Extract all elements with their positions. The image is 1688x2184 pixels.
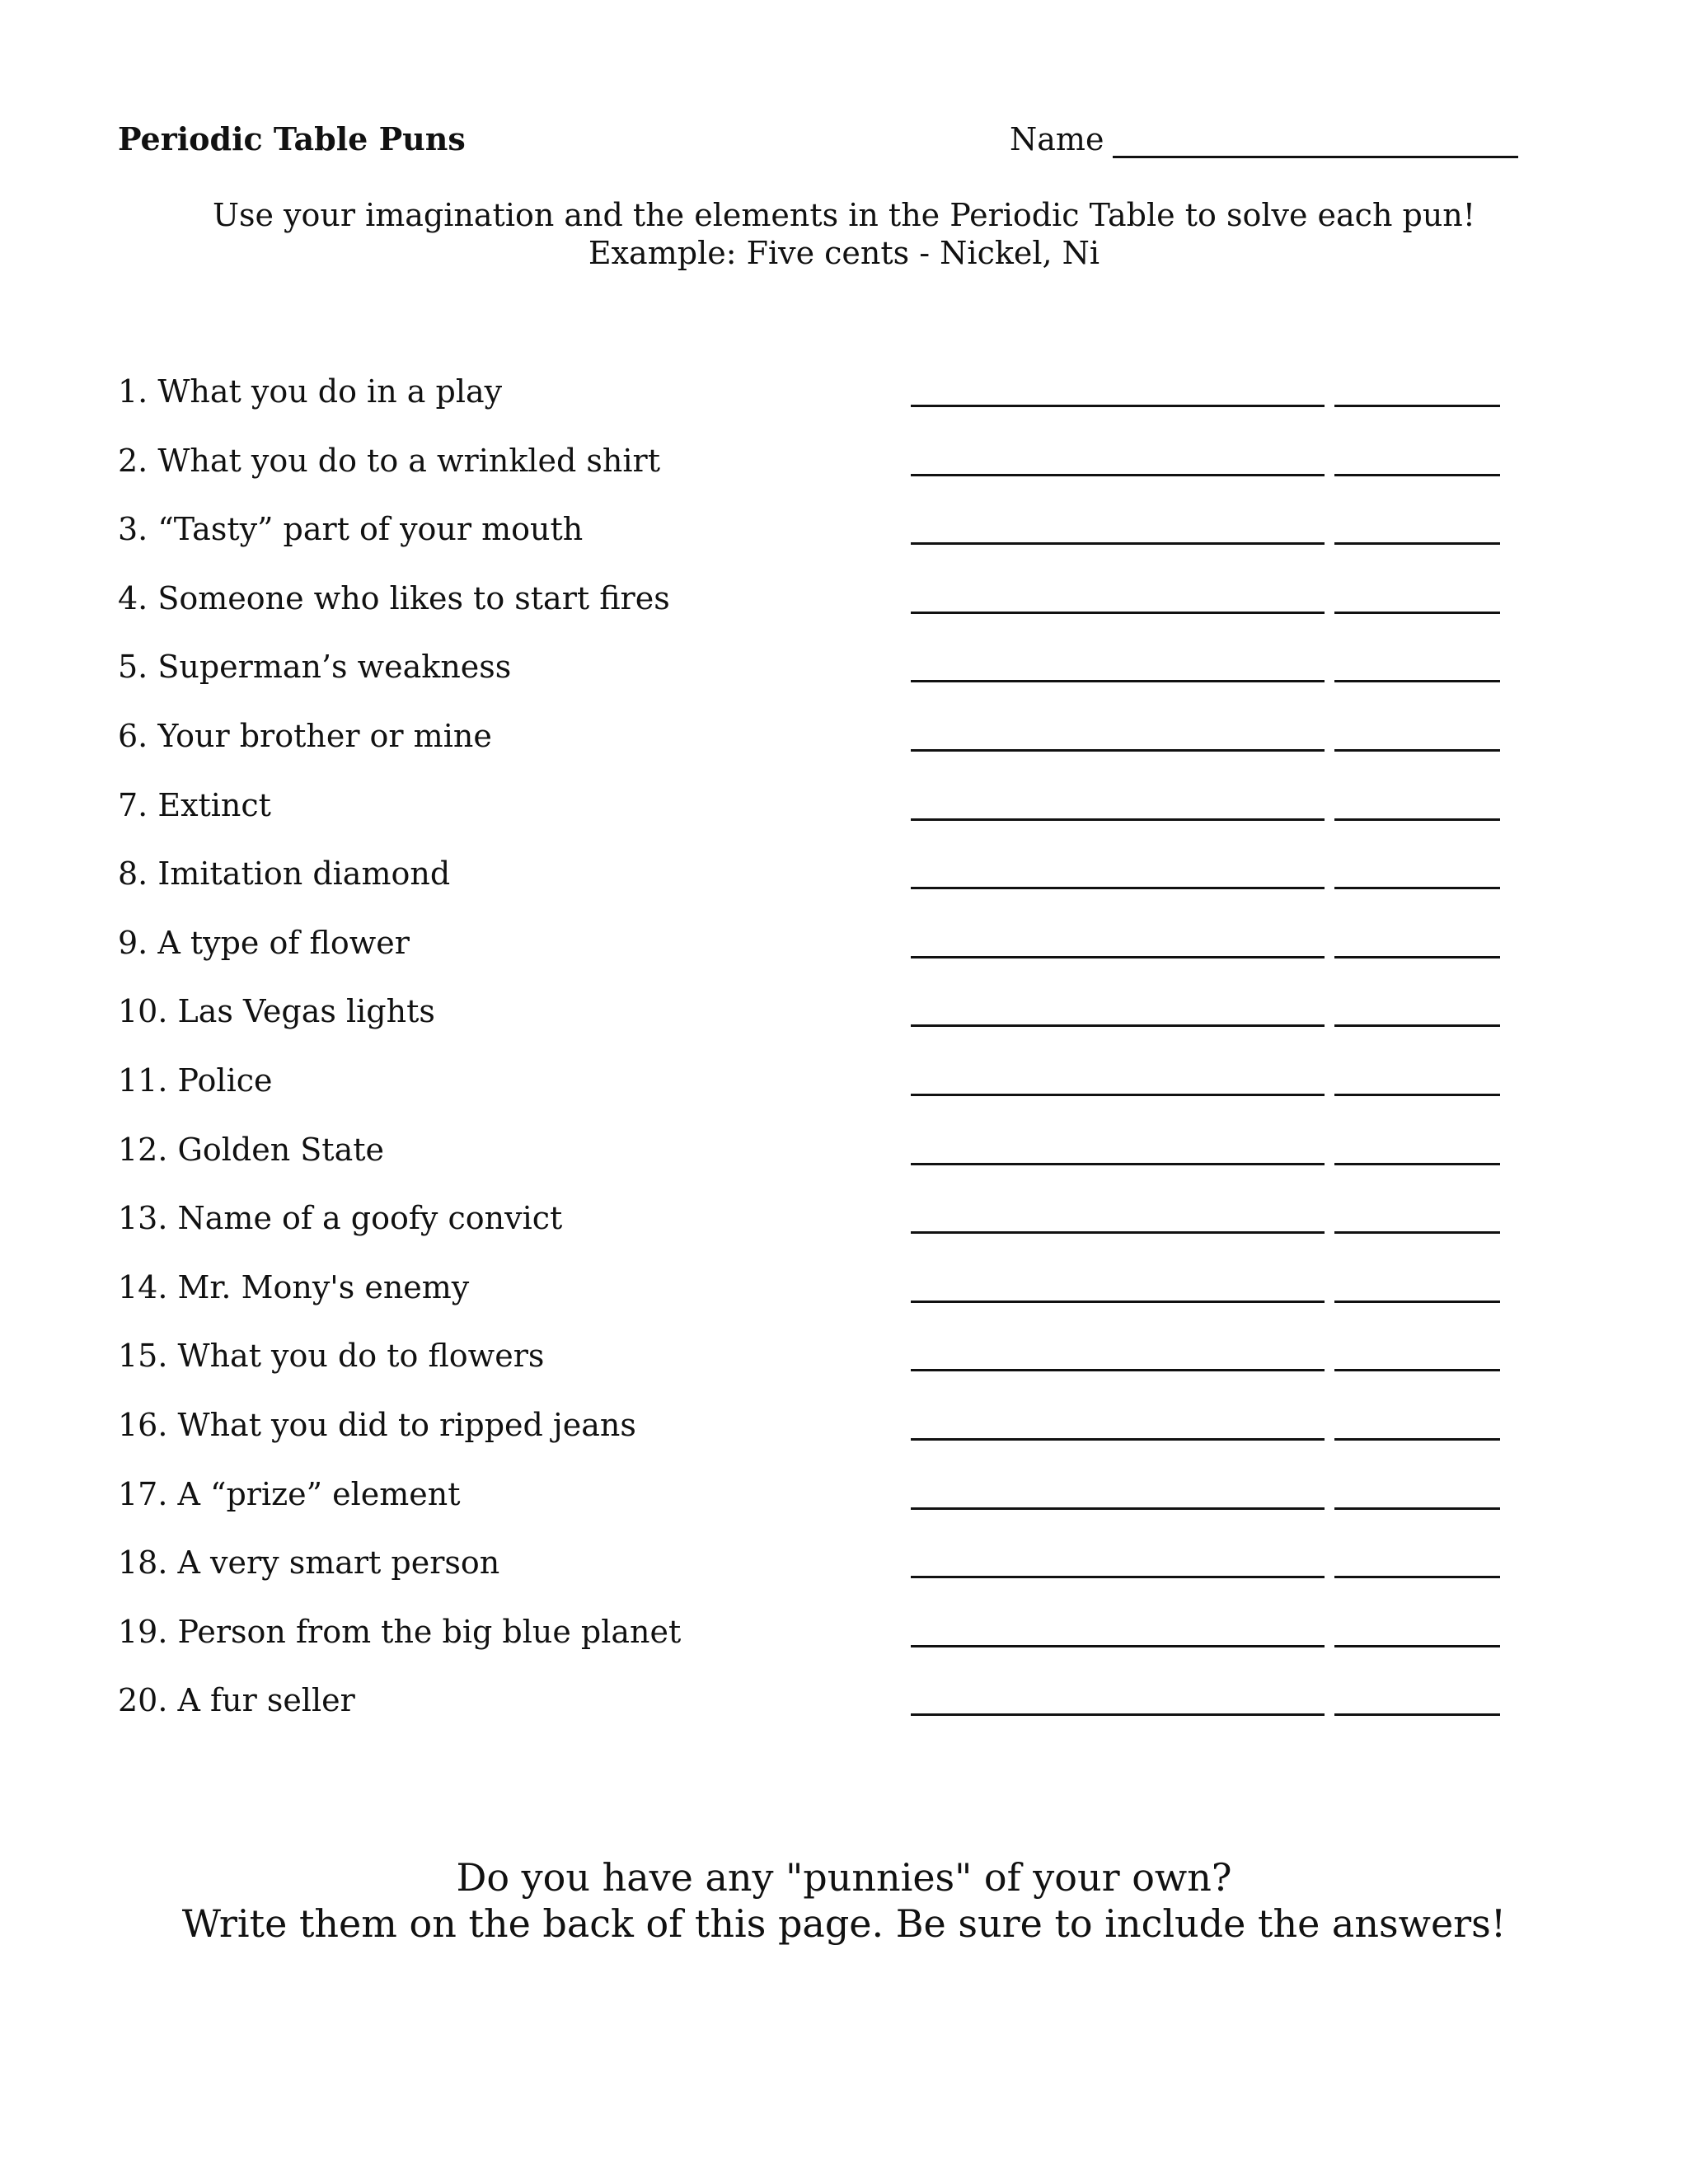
element-name-answer-line[interactable]: [911, 1094, 1325, 1096]
question-text: 4. Someone who likes to start fires: [118, 579, 670, 616]
element-symbol-answer-line[interactable]: [1334, 1713, 1500, 1716]
question-row: [118, 1472, 1519, 1541]
instructions-text: Use your imagination and the elements in the Periodic Table to solve each pun!: [212, 197, 1476, 233]
element-symbol-answer-line[interactable]: [1334, 1301, 1500, 1303]
question-row: [118, 1678, 1519, 1747]
element-name-answer-line[interactable]: [911, 749, 1325, 752]
element-symbol-answer-line[interactable]: [1334, 1645, 1500, 1647]
element-symbol-answer-line[interactable]: [1334, 542, 1500, 545]
question-row: [118, 576, 1519, 645]
question-text: 15. What you do to flowers: [118, 1338, 545, 1375]
question-text: 2. What you do to a wrinkled shirt: [118, 442, 660, 479]
element-name-answer-line[interactable]: [911, 887, 1325, 889]
example-text: Example: Five cents - Nickel, Ni: [588, 235, 1100, 271]
question-text: 19. Person from the big blue planet: [118, 1613, 682, 1650]
name-blank-line[interactable]: [1113, 156, 1518, 158]
element-name-answer-line[interactable]: [911, 1576, 1325, 1578]
element-symbol-answer-line[interactable]: [1334, 818, 1500, 821]
question-text: 18. A very smart person: [118, 1544, 500, 1582]
question-text: 3. “Tasty” part of your mouth: [118, 511, 584, 548]
element-name-answer-line[interactable]: [911, 1301, 1325, 1303]
question-text: 20. A fur seller: [118, 1682, 355, 1719]
question-row: [118, 1265, 1519, 1334]
question-row: [118, 989, 1519, 1058]
question-row: [118, 921, 1519, 990]
name-label: Name: [1010, 121, 1104, 157]
element-name-answer-line[interactable]: [911, 1024, 1325, 1027]
question-row: [118, 1058, 1519, 1127]
question-row: [118, 783, 1519, 852]
question-row: [118, 507, 1519, 576]
question-list: [118, 369, 1519, 1747]
element-name-answer-line[interactable]: [911, 1369, 1325, 1371]
element-symbol-answer-line[interactable]: [1334, 1576, 1500, 1578]
element-name-answer-line[interactable]: [911, 956, 1325, 958]
question-text: 8. Imitation diamond: [118, 855, 451, 893]
element-symbol-answer-line[interactable]: [1334, 1163, 1500, 1165]
element-symbol-answer-line[interactable]: [1334, 680, 1500, 682]
footer-prompt: Do you have any "punnies" of your own?: [456, 1855, 1232, 1900]
element-symbol-answer-line[interactable]: [1334, 749, 1500, 752]
element-symbol-answer-line[interactable]: [1334, 1438, 1500, 1441]
element-symbol-answer-line[interactable]: [1334, 1024, 1500, 1027]
question-text: 16. What you did to ripped jeans: [118, 1406, 636, 1443]
question-text: 13. Name of a goofy convict: [118, 1200, 563, 1237]
element-symbol-answer-line[interactable]: [1334, 474, 1500, 476]
footer-instructions: Write them on the back of this page. Be sure to include the answers!: [181, 1901, 1507, 1946]
question-row: [118, 1196, 1519, 1265]
element-name-answer-line[interactable]: [911, 1163, 1325, 1165]
question-text: 11. Police: [118, 1062, 273, 1099]
element-name-answer-line[interactable]: [911, 680, 1325, 682]
element-name-answer-line[interactable]: [911, 612, 1325, 614]
worksheet-title: Periodic Table Puns: [118, 120, 466, 157]
element-symbol-answer-line[interactable]: [1334, 1231, 1500, 1234]
element-symbol-answer-line[interactable]: [1334, 1369, 1500, 1371]
question-row: [118, 1127, 1519, 1197]
element-symbol-answer-line[interactable]: [1334, 405, 1500, 407]
element-name-answer-line[interactable]: [911, 542, 1325, 545]
question-row: [118, 644, 1519, 714]
element-name-answer-line[interactable]: [911, 1713, 1325, 1716]
question-row: [118, 1333, 1519, 1403]
question-text: 1. What you do in a play: [118, 373, 503, 410]
element-name-answer-line[interactable]: [911, 474, 1325, 476]
element-name-answer-line[interactable]: [911, 1507, 1325, 1510]
question-text: 17. A “prize” element: [118, 1475, 461, 1512]
element-name-answer-line[interactable]: [911, 405, 1325, 407]
question-row: [118, 438, 1519, 508]
question-row: [118, 714, 1519, 783]
element-symbol-answer-line[interactable]: [1334, 612, 1500, 614]
question-text: 14. Mr. Mony's enemy: [118, 1268, 470, 1305]
element-symbol-answer-line[interactable]: [1334, 956, 1500, 958]
element-symbol-answer-line[interactable]: [1334, 1094, 1500, 1096]
question-text: 7. Extinct: [118, 786, 271, 823]
question-text: 12. Golden State: [118, 1131, 384, 1168]
question-text: 9. A type of flower: [118, 924, 410, 961]
question-row: [118, 851, 1519, 921]
question-row: [118, 1403, 1519, 1472]
element-name-answer-line[interactable]: [911, 1438, 1325, 1441]
element-name-answer-line[interactable]: [911, 1645, 1325, 1647]
question-row: [118, 1610, 1519, 1679]
question-text: 5. Superman’s weakness: [118, 649, 512, 686]
element-name-answer-line[interactable]: [911, 818, 1325, 821]
element-name-answer-line[interactable]: [911, 1231, 1325, 1234]
question-text: 10. Las Vegas lights: [118, 993, 435, 1030]
question-row: [118, 369, 1519, 438]
element-symbol-answer-line[interactable]: [1334, 1507, 1500, 1510]
question-row: [118, 1540, 1519, 1610]
name-field: [1010, 120, 1537, 161]
question-text: 6. Your brother or mine: [118, 717, 492, 754]
element-symbol-answer-line[interactable]: [1334, 887, 1500, 889]
